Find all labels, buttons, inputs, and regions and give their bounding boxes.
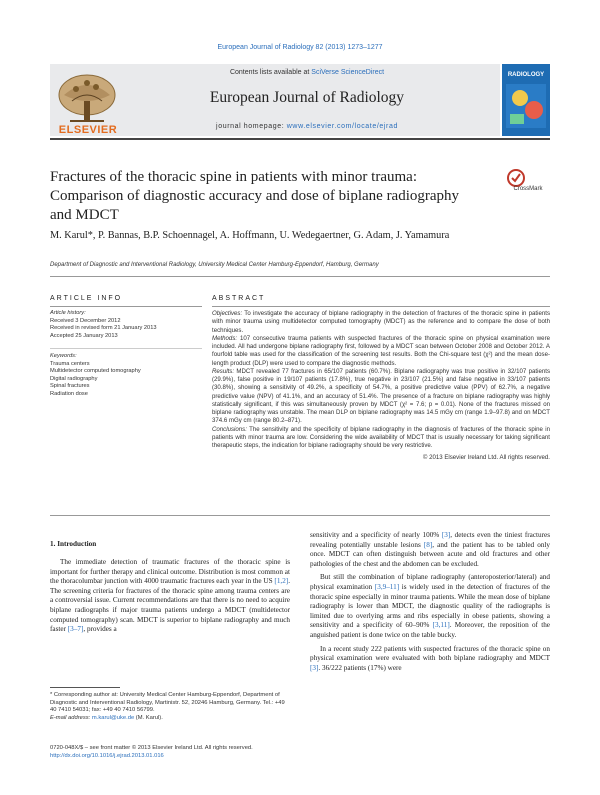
citation-link[interactable]: [8] [423, 540, 433, 549]
article-history [50, 310, 205, 340]
email-suffix: (M. Karul). [134, 714, 163, 721]
intro-text: But still the combination of biplane radiography (anteroposterior/lateral) and physical examination [310, 573, 550, 591]
doi-link[interactable]: http://dx.doi.org/10.1016/j.ejrad.2013.01.016 [50, 752, 164, 759]
divider [212, 306, 550, 307]
homepage-prefix: journal homepage: [216, 123, 287, 130]
elsevier-tree-logo [52, 68, 122, 130]
affiliation: Department of Diagnostic and Interventional Radiology, University Medical Center Hamburg-Eppendorf, Hamburg, Germany [50, 262, 379, 268]
abstract-heading: ABSTRACT [212, 295, 266, 302]
intro-text: The immediate detection of traumatic fractures of the thoracic spine is important for further therapy and clinical outcome. Distribution is most common at the thoracolumbar junction with 4000 traumatic fractures each year in the US [50, 558, 290, 586]
contents-line [122, 69, 492, 76]
methods-label: Methods: [212, 334, 238, 342]
conclusions-text: The sensitivity and the specificity of biplane radiography in the diagnosis of fractures of the thoracic spine in patients with minor trauma are low. Considering the wide availability of MDCT that is usually necessary for taking significant therapeutic steps, the indication for biplane radiography should be very restrictive. [212, 425, 550, 449]
intro-text: is widely used in the detection of fractures of the thoracic spine especially in minor trauma patients. While the mean dose of biplane radiography is lower than MDCT, the diagnostic quality of the radiographs is limited due to overlying arms and ribs especially in obese patients, showing a sensitivity and a specificity of 60–90% [310, 582, 550, 630]
publisher-logo-text: ELSEVIER [58, 124, 118, 136]
history-revised: Received in revised form 21 January 2013 [50, 325, 157, 332]
section-heading-introduction: 1. Introduction [50, 540, 97, 548]
intro-left-column [50, 558, 290, 635]
intro-text: , detects even the tiniest fractures revealing potentially unstable lesions [310, 531, 550, 549]
intro-paragraph [50, 558, 290, 635]
citation-link[interactable]: [3–7] [67, 625, 84, 634]
history-received: Received 3 December 2012 [50, 317, 121, 324]
intro-text: , and the patient has to be tabled only once. MDCT can often distinguish between acute and old fractures and other pathologies of the chest and the abdomen can be excluded. [310, 540, 551, 568]
cover-artwork [506, 84, 546, 128]
intro-text: sensitivity and a specificity of nearly 100% [310, 531, 442, 539]
intro-text: . Moreover, the reposition of the anguished patient is done twice on the table bucky. [310, 621, 550, 639]
copyright: © 2013 Elsevier Ireland Ltd. All rights reserved. [422, 454, 550, 462]
sciencedirect-link[interactable]: SciVerse ScienceDirect [311, 69, 385, 76]
citation-link[interactable]: [3,11] [432, 621, 450, 630]
email-label: E-mail address: [50, 714, 92, 721]
journal-title: European Journal of Radiology [209, 89, 405, 106]
intro-paragraph [310, 645, 550, 674]
abstract-body [212, 310, 550, 463]
issn-line: 0720-048X/$ – see front matter © 2013 Elsevier Ireland Ltd. All rights reserved. [50, 745, 253, 751]
objectives-text: To investigate the accuracy of biplane radiography in the detection of fractures of the thoracic spine in patients with minor trauma using multidetector computed tomography (MDCT) as the reference and to compare the dose of both techniques. [212, 310, 550, 334]
abstract-conclusions [212, 426, 550, 451]
crossmark-icon[interactable] [506, 168, 550, 196]
history-label: Article history: [50, 310, 86, 316]
abstract-objectives [212, 310, 550, 335]
author-list: M. Karul*, P. Bannas, B.P. Schoennagel, A. Hoffmann, U. Wedegaertner, G. Adam, J. Yamamura [50, 230, 450, 241]
intro-text: . 36/222 patients (17%) were [318, 663, 402, 672]
intro-paragraph [310, 531, 550, 569]
contents-prefix: Contents lists available at [229, 69, 312, 76]
email-line [50, 715, 290, 723]
footnote [50, 692, 290, 722]
header-rule [50, 138, 550, 140]
keyword-item: Digital radiography [50, 375, 98, 382]
methods-text: 107 consecutive trauma patients with suspected fractures of the thoracic spine on physical examination were included. All had undergone biplane radiography first, followed by a MDCT scan between October 2008 and October 2012. A fourfold table was used for the classification of the screening test results. Both the Chi-square test (χ²) and the mean dose-length product (DLP) were used to compare the diagnostic methods. [212, 334, 550, 367]
email-link[interactable]: m.karul@uke.de [91, 714, 135, 721]
citation-link[interactable]: [3] [310, 663, 319, 672]
intro-text: , provides a [83, 625, 117, 634]
objectives-label: Objectives: [212, 310, 243, 317]
abstract-results [212, 368, 550, 426]
intro-right-column [310, 531, 550, 673]
keyword-item: Trauma centers [50, 360, 90, 367]
divider [50, 348, 202, 349]
corresponding-author-note: * Corresponding author at: University Medical Center Hamburg-Eppendorf, Department of Diagnostic and Interventional Radiology, Martinistr. 52, 20246 Hamburg, Germany. Tel.: +49 40 7410 54031; fax: +49 40 7410 56799. [50, 692, 285, 714]
conclusions-label: Conclusions: [212, 425, 247, 433]
homepage-link[interactable]: www.elsevier.com/locate/ejrad [286, 123, 398, 130]
keywords [50, 353, 205, 399]
abstract-methods [212, 335, 550, 368]
keywords-label: Keywords: [50, 353, 77, 359]
intro-text: . The screening criteria for fractures of the thoracic spine among trauma centers are a controversial issue. Current recommendations are that there is no need to acquire biplane radiographs if major trauma patients undergo a MDCT (multidetector computed tomography) scan. MDCT is superior to biplane radiography and much faster [50, 577, 290, 634]
crossmark-label: CrossMark [513, 186, 543, 192]
keyword-item: Radiation dose [50, 390, 88, 397]
article-title: Fractures of the thoracic spine in patients with minor trauma: Comparison of diagnostic accuracy and dose of biplane radiography and MDCT [50, 169, 460, 223]
intro-text: In a recent study 222 patients with suspected fractures of the thoracic spine on physical examination were evaluated with both biplane radiography and MDCT [310, 644, 550, 663]
citation-link[interactable]: [3] [441, 531, 451, 539]
history-accepted: Accepted 25 January 2013 [50, 332, 118, 339]
results-text: MDCT revealed 77 fractures in 65/107 patients (60.7%). Biplane radiography was true positive in 32/107 patients (29.9%), false positive in 19/107 patients (17.8%), true negative in 23/107 (21.5%) and false negative in 33/107 patients (30.8%), showing a sensitivity of 49.2%, a specificity of 54.7%, a positive predictive value (PPV) of 62.7%, a negative predictive value (NPV) of 41.1%, and an accuracy of 51.4%. The presence of a fracture on biplane radiography was highly statistically significant, if this was simultaneously proven by MDCT (χ² = 7.6; p = 0.01). None of the fractures missed on biplane radiography was unstable. The mean DLP on biplane radiography was 14.5 mGy cm (range 1.9–97.8) and on MDCT 374.6 mGy cm (range 80.2–871). [212, 367, 550, 425]
footnote-rule [50, 687, 120, 688]
citation-link[interactable]: [1,2] [274, 577, 289, 586]
results-label: Results: [212, 367, 235, 375]
keyword-item: Multidetector computed tomography [50, 368, 141, 375]
citation-link[interactable]: [3,9–11] [374, 582, 400, 591]
cover-title: RADIOLOGY [507, 72, 545, 78]
divider [50, 276, 550, 277]
article-info-heading: ARTICLE INFO [50, 295, 123, 302]
divider [50, 515, 550, 516]
keyword-item: Spinal fractures [50, 383, 90, 390]
intro-paragraph [310, 573, 550, 640]
journal-homepage [122, 123, 492, 130]
journal-reference[interactable]: European Journal of Radiology 82 (2013) 1273–1277 [217, 44, 383, 51]
divider [50, 306, 202, 307]
publication-info [50, 745, 310, 760]
